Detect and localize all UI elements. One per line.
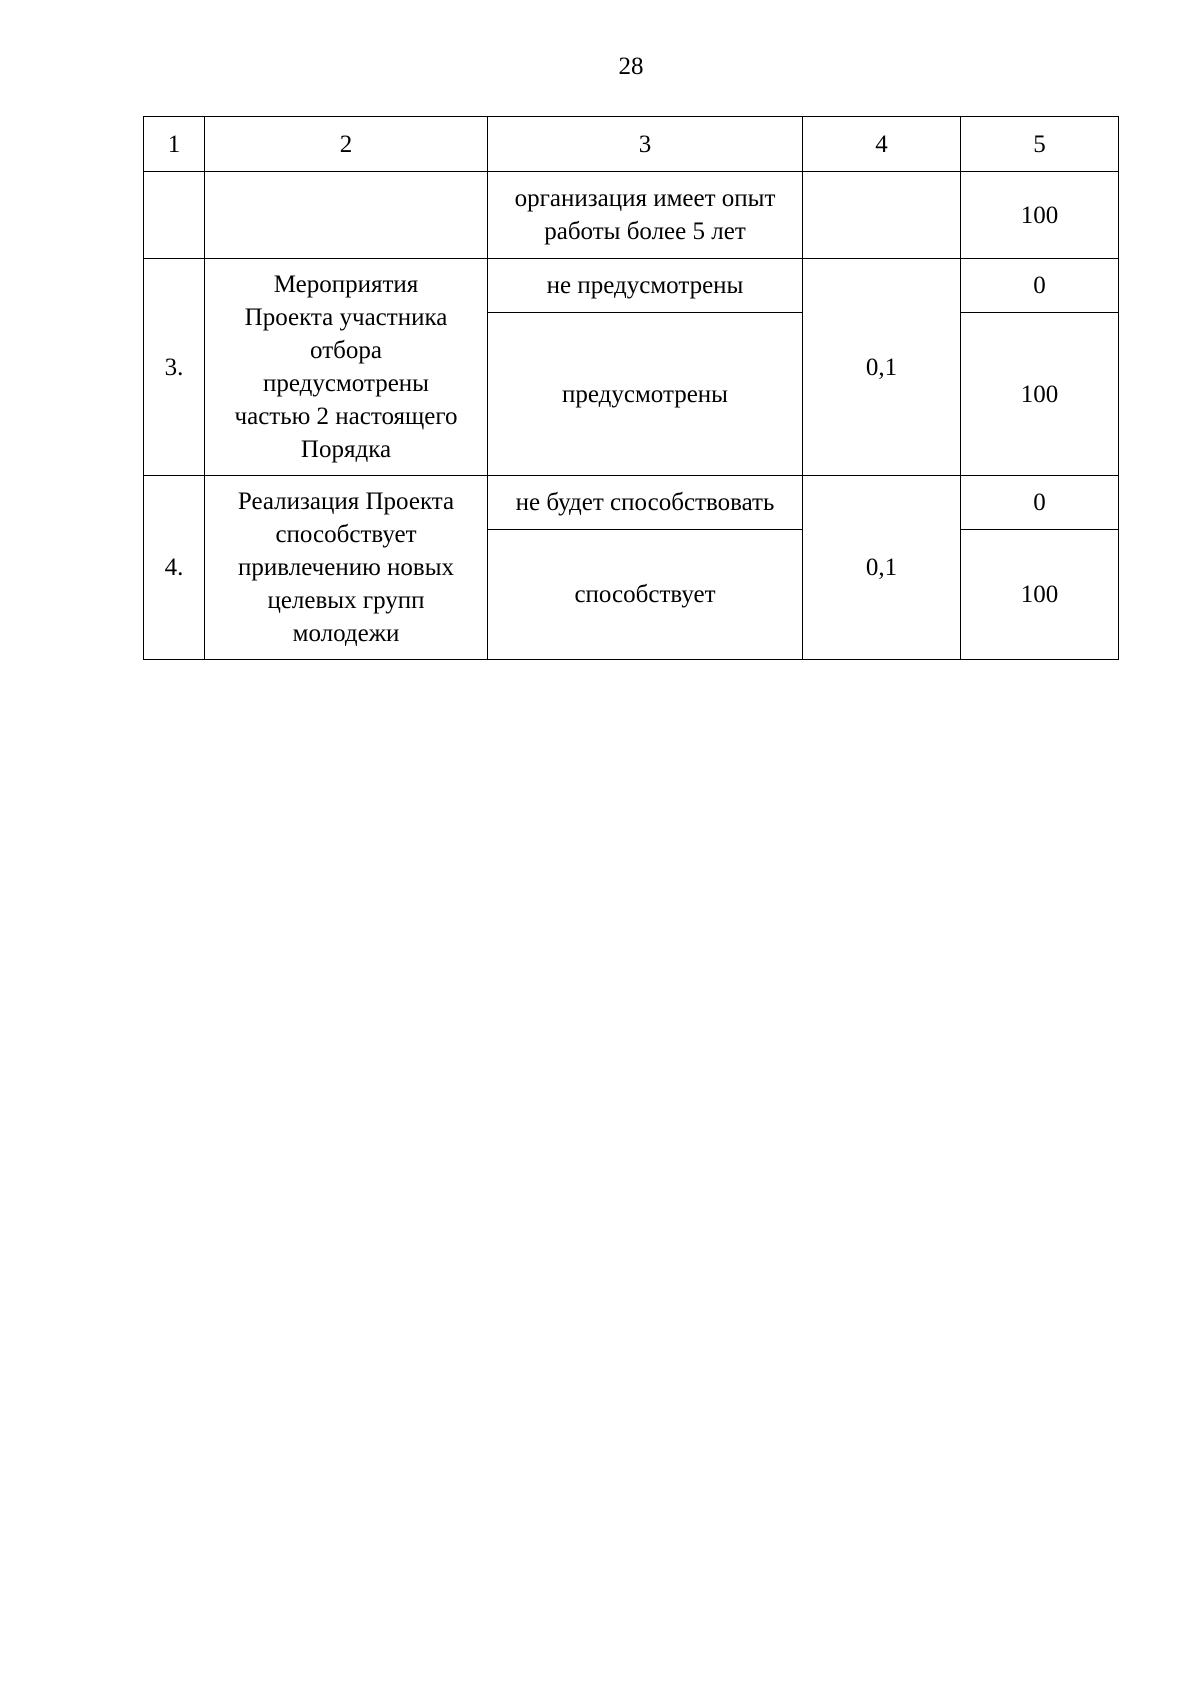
weight-cell: 0,1 — [803, 476, 961, 660]
option-cell: предусмотрены — [488, 313, 803, 476]
criterion-cell: Мероприятия Проекта участника отбора предусмотрены частью 2 настоящего Порядка — [205, 259, 488, 476]
score-cell: 0 — [961, 476, 1119, 530]
option-cell: не будет способствовать — [488, 476, 803, 530]
criterion-cell: Реализация Проекта способствует привлечению новых целевых групп молодежи — [205, 476, 488, 660]
header-cell-2: 2 — [205, 117, 488, 172]
page-number: 28 — [618, 53, 644, 80]
score-cell: 0 — [961, 259, 1119, 313]
score-cell: 100 — [961, 530, 1119, 660]
option-cell: организация имеет опыт работы более 5 лет — [488, 172, 803, 259]
table-header-row — [144, 117, 1119, 172]
weight-cell — [803, 172, 961, 259]
number-cell — [144, 172, 205, 259]
option-cell: способствует — [488, 530, 803, 660]
criteria-table — [143, 116, 1119, 660]
table-row-4 — [144, 476, 1119, 530]
table-row-continuation — [144, 172, 1119, 259]
criterion-cell — [205, 172, 488, 259]
header-cell-1: 1 — [144, 117, 205, 172]
table-row-3 — [144, 259, 1119, 313]
score-cell: 100 — [961, 172, 1119, 259]
header-cell-4: 4 — [803, 117, 961, 172]
row-number-cell: 4. — [144, 476, 205, 660]
option-cell: не предусмотрены — [488, 259, 803, 313]
header-cell-5: 5 — [961, 117, 1119, 172]
weight-cell: 0,1 — [803, 259, 961, 476]
row-number-cell: 3. — [144, 259, 205, 476]
header-cell-3: 3 — [488, 117, 803, 172]
score-cell: 100 — [961, 313, 1119, 476]
